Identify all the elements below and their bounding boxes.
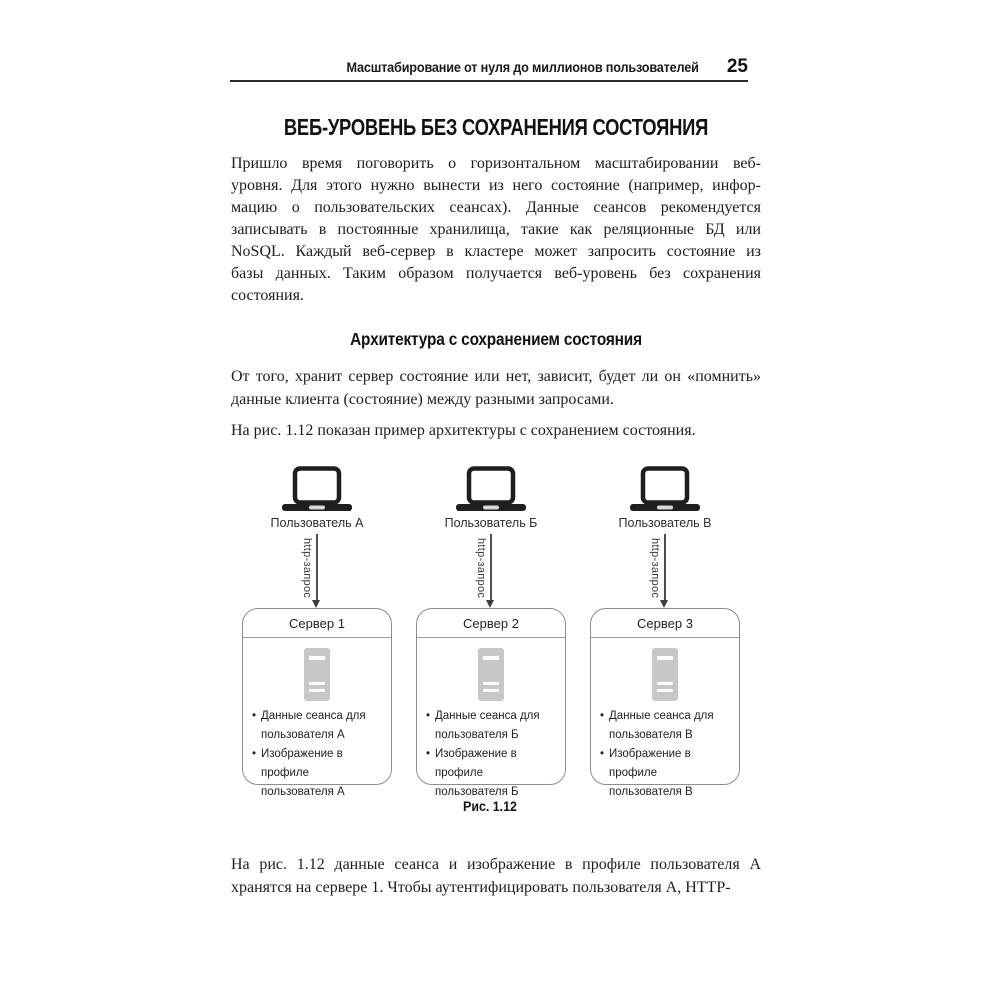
user-label: Пользователь Б bbox=[444, 516, 538, 530]
running-head-title: Масштабирование от нуля до миллионов пользователей bbox=[346, 60, 699, 75]
figure-column-user-v bbox=[590, 466, 740, 798]
paragraph-line: записывать в постоянные хранилища, такие как реляционные БД или bbox=[231, 221, 761, 238]
http-request-label: http-запрос bbox=[649, 538, 661, 599]
server-box-title: Сервер 2 bbox=[417, 609, 565, 638]
figure-caption: Рис. 1.12 bbox=[463, 799, 517, 814]
laptop-icon bbox=[630, 466, 700, 512]
item-bullet: • bbox=[252, 748, 257, 760]
list-item bbox=[600, 707, 733, 745]
item-line: пользователя А bbox=[261, 786, 345, 798]
paragraph-line: базы данных. Таким образом получается веб-уровень без сохранения bbox=[231, 265, 761, 282]
arrow-line bbox=[316, 534, 318, 600]
item-bullet: • bbox=[426, 748, 431, 760]
paragraph-4 bbox=[231, 853, 761, 899]
item-bullet: • bbox=[600, 710, 605, 722]
paragraph-line: данные клиента (состояние) между разными запросами. bbox=[231, 391, 614, 408]
paragraph-line: На рис. 1.12 данные сеанса и изображение в профиле пользователя А bbox=[231, 856, 761, 873]
paragraph-line: состояния. bbox=[231, 287, 304, 304]
paragraph-line: NoSQL. Каждый веб-сервер в кластере может запросить состояние из bbox=[231, 243, 761, 260]
paragraph-line: От того, хранит сервер состояние или нет, зависит, будет ли он «помнить» bbox=[231, 368, 761, 385]
item-line: Изображение в профиле bbox=[261, 748, 343, 779]
arrow-line bbox=[490, 534, 492, 600]
http-arrow bbox=[416, 532, 566, 608]
user-label: Пользователь В bbox=[618, 516, 712, 530]
arrow-head-icon bbox=[660, 600, 668, 608]
laptop-icon bbox=[282, 466, 352, 512]
item-line: Изображение в профиле bbox=[609, 748, 691, 779]
item-bullet: • bbox=[600, 748, 605, 760]
server-item-list bbox=[243, 707, 391, 802]
server-item-list bbox=[417, 707, 565, 802]
server-box-title: Сервер 3 bbox=[591, 609, 739, 638]
laptop-icon bbox=[456, 466, 526, 512]
paragraph-2 bbox=[231, 365, 761, 411]
server-tower-icon bbox=[652, 648, 678, 701]
section-title: ВЕБ-УРОВЕНЬ БЕЗ СОХРАНЕНИЯ СОСТОЯНИЯ bbox=[283, 114, 709, 140]
item-line: Данные сеанса для bbox=[609, 710, 714, 722]
list-item bbox=[600, 745, 733, 802]
item-line: пользователя В bbox=[609, 729, 693, 741]
subsection-title: Архитектура с сохранением состояния bbox=[350, 329, 642, 349]
http-arrow bbox=[590, 532, 740, 608]
list-item bbox=[252, 745, 385, 802]
figure-column-user-a bbox=[242, 466, 392, 798]
server-tower-icon bbox=[478, 648, 504, 701]
arrow-line bbox=[664, 534, 666, 600]
item-bullet: • bbox=[252, 710, 257, 722]
paragraph-line: уровня. Для этого нужно вынести из него состояние (например, инфор- bbox=[231, 177, 761, 194]
user-label: Пользователь А bbox=[270, 516, 364, 530]
paragraph-line: Пришло время поговорить о горизонтальном масштабировании веб- bbox=[231, 155, 761, 172]
arrow-head-icon bbox=[312, 600, 320, 608]
list-item bbox=[426, 745, 559, 802]
page-header bbox=[230, 56, 748, 82]
http-arrow bbox=[242, 532, 392, 608]
server-box-title: Сервер 1 bbox=[243, 609, 391, 638]
http-request-label: http-запрос bbox=[301, 538, 313, 599]
item-line: пользователя Б bbox=[435, 729, 519, 741]
paragraph-line: хранятся на сервере 1. Чтобы аутентифицировать пользователя А, HTTP- bbox=[231, 879, 731, 896]
arrow-head-icon bbox=[486, 600, 494, 608]
item-line: Данные сеанса для bbox=[435, 710, 540, 722]
paragraph-3 bbox=[231, 419, 761, 442]
server-box bbox=[416, 608, 566, 798]
server-box bbox=[242, 608, 392, 798]
item-line: пользователя А bbox=[261, 729, 345, 741]
server-item-list bbox=[591, 707, 739, 802]
http-request-label: http-запрос bbox=[475, 538, 487, 599]
item-line: Данные сеанса для bbox=[261, 710, 366, 722]
figure-column-user-b bbox=[416, 466, 566, 798]
paragraph-line: На рис. 1.12 показан пример архитектуры с сохранением состояния. bbox=[231, 422, 696, 439]
page-number: 25 bbox=[726, 56, 748, 77]
server-tower-icon bbox=[304, 648, 330, 701]
server-box bbox=[590, 608, 740, 798]
item-line: пользователя Б bbox=[435, 786, 519, 798]
list-item bbox=[252, 707, 385, 745]
item-bullet: • bbox=[426, 710, 431, 722]
item-line: Изображение в профиле bbox=[435, 748, 517, 779]
paragraph-1 bbox=[231, 153, 761, 307]
paragraph-line: мацию о пользовательских сеансах). Данные сеансов рекомендуется bbox=[231, 199, 761, 216]
list-item bbox=[426, 707, 559, 745]
item-line: пользователя В bbox=[609, 786, 693, 798]
